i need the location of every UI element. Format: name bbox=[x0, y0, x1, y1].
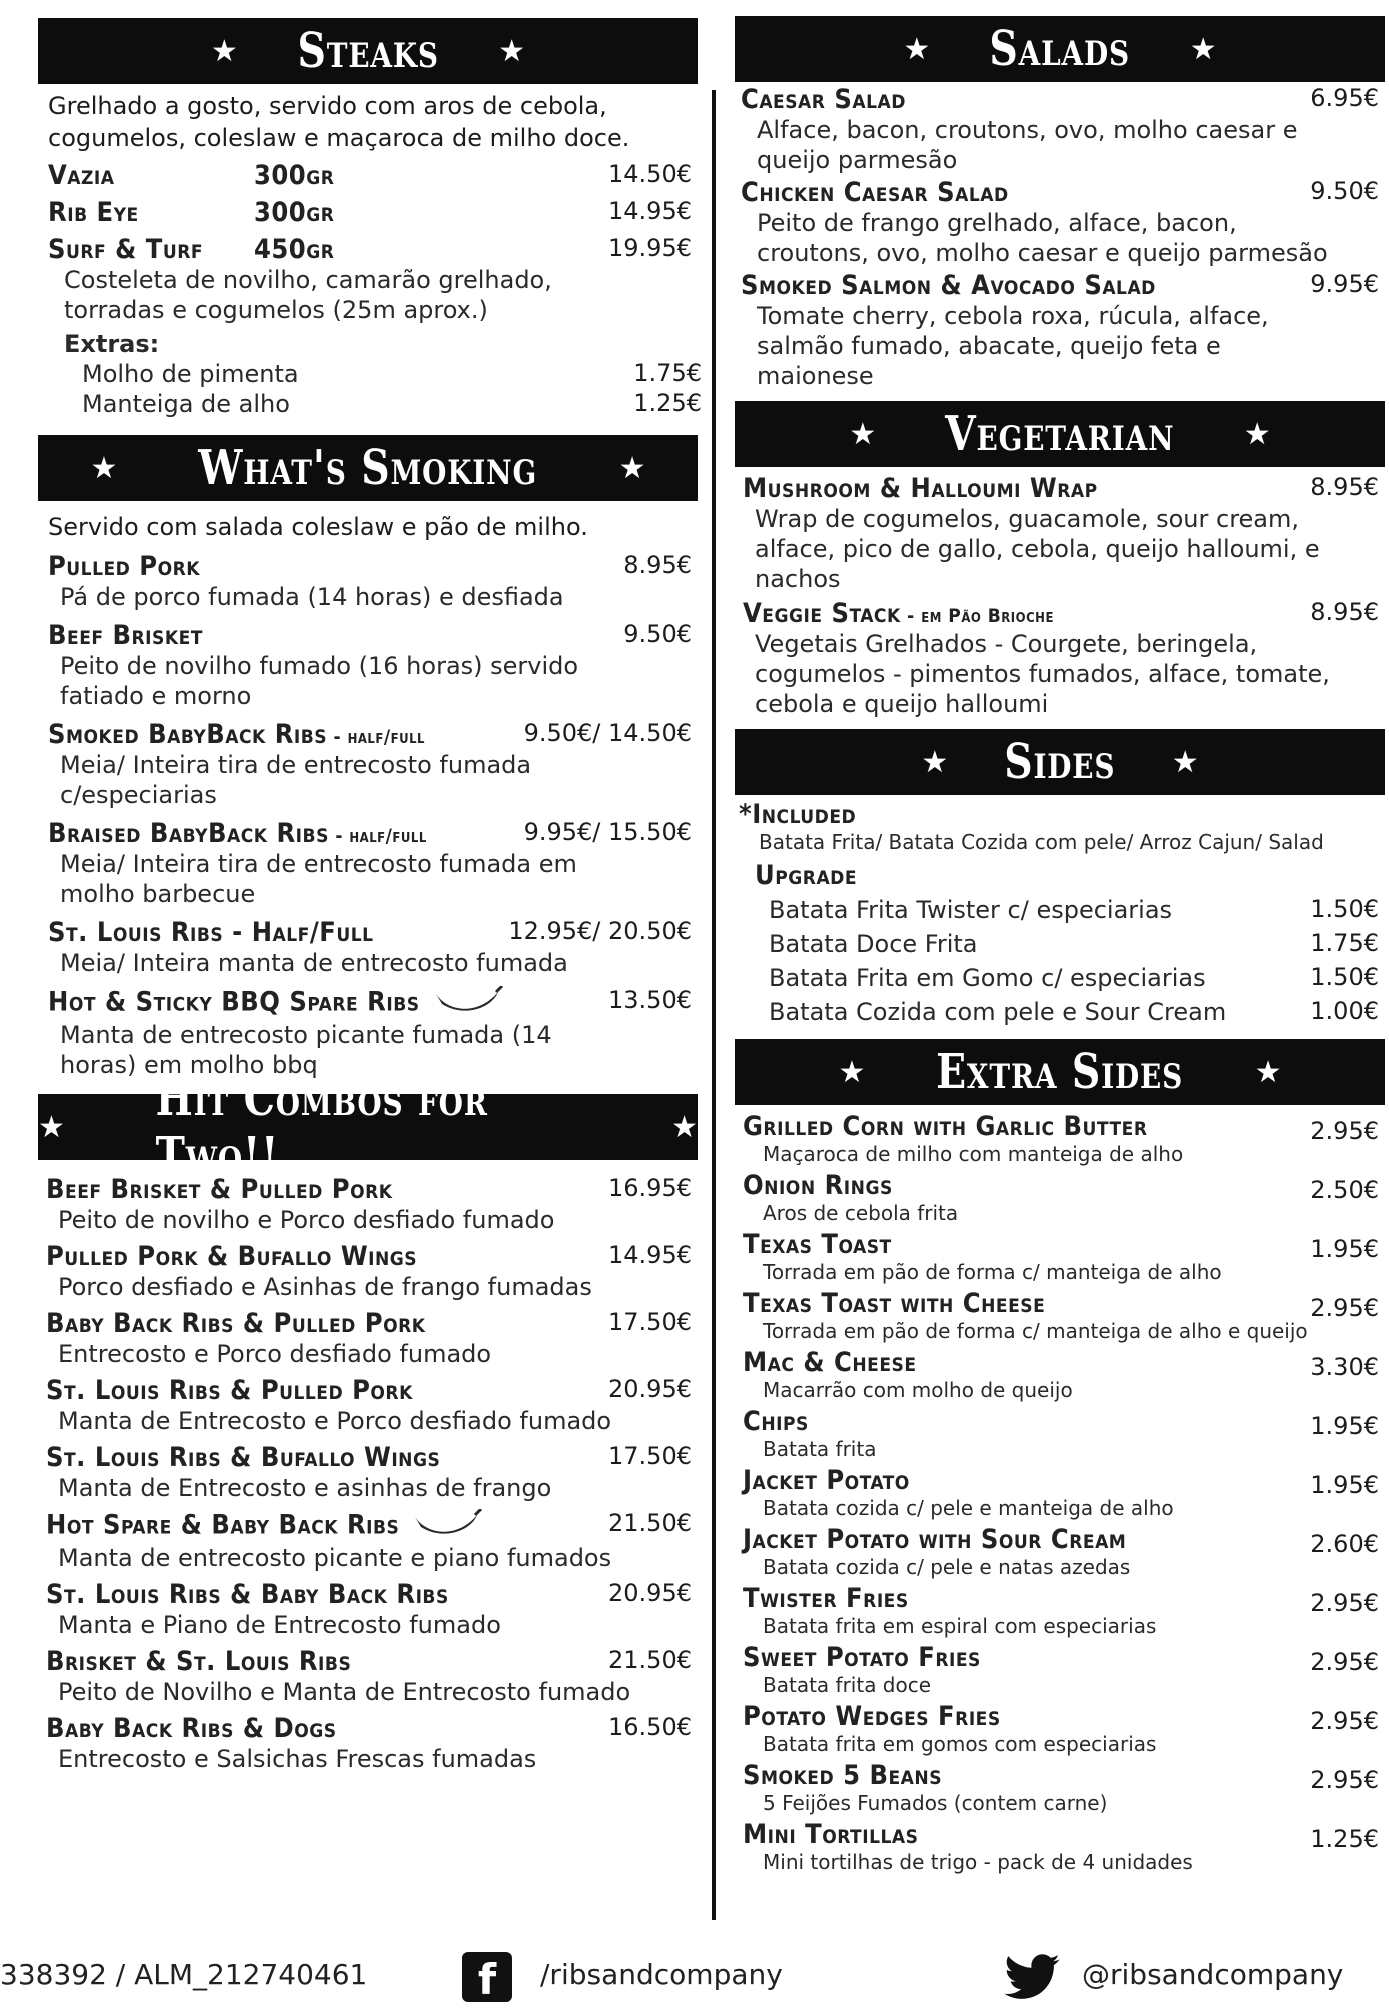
twitter-icon[interactable] bbox=[1004, 1954, 1060, 2000]
extra-price: 1.25€ bbox=[633, 389, 702, 417]
upgrade-item bbox=[769, 929, 1385, 959]
item-description: Batata frita em espiral com especiarias bbox=[763, 1614, 1157, 1638]
extra-item bbox=[64, 389, 702, 419]
item-description: Manta de entrecosto picante fumada (14 horas) em molho bbq bbox=[60, 1021, 552, 1079]
item-name bbox=[743, 1170, 1385, 1201]
item-price: 2.95€ bbox=[1310, 1766, 1379, 1794]
extra-name: Manteiga de alho bbox=[82, 390, 290, 418]
item-description: Manta de Entrecosto e Porco desfiado fumado bbox=[58, 1407, 612, 1435]
menu-item bbox=[743, 1465, 1385, 1520]
menu-item bbox=[46, 1308, 698, 1369]
footer bbox=[0, 1952, 1389, 2008]
item-description: Peito de novilho fumado (16 horas) servido fatiado e morno bbox=[60, 652, 579, 710]
item-description: Batata cozida c/ pele e manteiga de alho bbox=[763, 1496, 1174, 1520]
menu-item bbox=[48, 719, 698, 810]
item-description: Peito de Novilho e Manta de Entrecosto fumado bbox=[58, 1678, 631, 1706]
star-icon: ★ bbox=[498, 33, 526, 69]
menu-item bbox=[46, 1646, 698, 1707]
item-price: 1.95€ bbox=[1310, 1412, 1379, 1440]
item-description: Manta de Entrecosto e asinhas de frango bbox=[58, 1474, 552, 1502]
vegetarian-header bbox=[735, 401, 1385, 467]
menu-item bbox=[46, 1713, 698, 1774]
item-name bbox=[46, 1375, 698, 1406]
smoking-section bbox=[38, 501, 698, 1080]
item-name-text: Caesar Salad bbox=[741, 84, 906, 115]
item-price: 6.95€ bbox=[1310, 84, 1379, 112]
item-name bbox=[48, 551, 698, 582]
menu-item bbox=[743, 1406, 1385, 1461]
menu-item bbox=[46, 1375, 698, 1436]
extras-label: Extras: bbox=[64, 330, 160, 358]
item-description: Batata cozida c/ pele e natas azedas bbox=[763, 1555, 1131, 1579]
item-price: 8.95€ bbox=[1310, 473, 1379, 501]
star-icon: ★ bbox=[921, 744, 949, 780]
facebook-icon[interactable]: f bbox=[462, 1952, 512, 2002]
upgrade-item bbox=[769, 963, 1385, 993]
menu-item bbox=[743, 1229, 1385, 1284]
item-tag: - half/full bbox=[327, 726, 426, 748]
item-name-text: St. Louis Ribs - Half/Full bbox=[48, 917, 374, 948]
item-name-text: Beef Brisket bbox=[48, 620, 203, 651]
menu-item bbox=[743, 598, 1385, 719]
item-name-text: Hot & Sticky BBQ Spare Ribs bbox=[48, 986, 420, 1018]
item-name bbox=[743, 1701, 1385, 1732]
upgrade-name: Batata Doce Frita bbox=[769, 930, 978, 958]
steaks-list bbox=[48, 160, 698, 325]
upgrade-label: Upgrade bbox=[755, 860, 858, 891]
item-name-text: Grilled Corn with Garlic Butter bbox=[743, 1111, 1148, 1142]
item-description: 5 Feijões Fumados (contem carne) bbox=[763, 1791, 1108, 1815]
item-price: 17.50€ bbox=[608, 1442, 692, 1470]
steaks-intro: Grelhado a gosto, servido com aros de cebola, cogumelos, coleslaw e maçaroca de milho doce. bbox=[48, 92, 630, 152]
menu-item bbox=[743, 1819, 1385, 1874]
facebook-handle[interactable]: /ribsandcompany bbox=[540, 1958, 783, 1991]
item-description: Entrecosto e Salsichas Frescas fumadas bbox=[58, 1745, 537, 1773]
item-name bbox=[743, 1465, 1385, 1496]
item-price: 14.95€ bbox=[608, 197, 692, 225]
item-description: Meia/ Inteira tira de entrecosto fumada em molho barbecue bbox=[60, 850, 577, 908]
item-name-text: Smoked BabyBack Ribs bbox=[48, 719, 328, 750]
menu-item bbox=[48, 986, 698, 1080]
item-description: Batata frita em gomos com especiarias bbox=[763, 1732, 1157, 1756]
menu-item bbox=[48, 917, 698, 978]
item-name-text: Mac & Cheese bbox=[743, 1347, 917, 1378]
combos-header bbox=[38, 1071, 698, 1183]
item-description: Meia/ Inteira manta de entrecosto fumada bbox=[60, 949, 568, 977]
item-price: 16.50€ bbox=[608, 1713, 692, 1741]
upgrade-price: 1.50€ bbox=[1310, 963, 1379, 991]
item-name-text: Baby Back Ribs & Dogs bbox=[46, 1713, 337, 1744]
extras-list bbox=[64, 359, 702, 419]
item-name bbox=[46, 1713, 698, 1744]
item-price: 9.50€ bbox=[1310, 177, 1379, 205]
item-name bbox=[743, 1288, 1385, 1319]
item-description: Tomate cherry, cebola roxa, rúcula, alface, salmão fumado, abacate, queijo feta e maionese bbox=[757, 302, 1269, 390]
item-price: 17.50€ bbox=[608, 1308, 692, 1336]
item-price: 9.50€ bbox=[623, 620, 692, 648]
menu-item bbox=[48, 234, 698, 325]
salads-section bbox=[735, 84, 1385, 391]
menu-item bbox=[48, 197, 698, 228]
item-name bbox=[46, 1509, 698, 1543]
item-price: 12.95€/ 20.50€ bbox=[508, 917, 692, 945]
item-price: 9.50€/ 14.50€ bbox=[523, 719, 692, 747]
item-name bbox=[48, 197, 698, 228]
item-name bbox=[743, 473, 1385, 504]
item-description: Meia/ Inteira tira de entrecosto fumada c/especiarias bbox=[60, 751, 532, 809]
menu-item bbox=[48, 160, 698, 191]
vegetarian-title: Vegetarian bbox=[945, 406, 1175, 462]
upgrade-item bbox=[769, 997, 1385, 1027]
combos-list bbox=[46, 1174, 698, 1774]
item-description: Entrecosto e Porco desfiado fumado bbox=[58, 1340, 492, 1368]
item-name-text: Chicken Caesar Salad bbox=[741, 177, 1009, 208]
item-description: Costeleta de novilho, camarão grelhado, torradas e cogumelos (25m aprox.) bbox=[64, 266, 552, 324]
item-name-text: Veggie Stack bbox=[743, 598, 901, 629]
menu-item bbox=[48, 620, 698, 711]
item-price: 19.95€ bbox=[608, 234, 692, 262]
item-price: 13.50€ bbox=[608, 986, 692, 1014]
smoking-header bbox=[38, 435, 698, 501]
star-icon: ★ bbox=[1254, 1054, 1282, 1090]
item-name-text: Braised BabyBack Ribs bbox=[48, 818, 329, 849]
upgrade-list bbox=[769, 895, 1385, 1027]
item-description: Maçaroca de milho com manteiga de alho bbox=[763, 1142, 1184, 1166]
left-column bbox=[38, 0, 702, 1774]
item-name bbox=[743, 1583, 1385, 1614]
extra-sides-list bbox=[743, 1111, 1385, 1874]
item-name-text: St. Louis Ribs & Baby Back Ribs bbox=[46, 1579, 449, 1610]
item-name bbox=[741, 84, 1385, 115]
star-icon: ★ bbox=[618, 450, 646, 486]
menu-item bbox=[48, 818, 698, 909]
item-name-text: Rib Eye bbox=[48, 197, 139, 228]
menu-item bbox=[743, 1642, 1385, 1697]
item-price: 2.95€ bbox=[1310, 1648, 1379, 1676]
star-icon: ★ bbox=[210, 33, 238, 69]
item-name-text: Hot Spare & Baby Back Ribs bbox=[46, 1509, 400, 1541]
menu-item bbox=[46, 1579, 698, 1640]
item-name-text: Jacket Potato bbox=[743, 1465, 910, 1496]
item-name bbox=[46, 1442, 698, 1473]
item-weight: 450gr bbox=[254, 234, 335, 265]
item-price: 9.95€ bbox=[1310, 270, 1379, 298]
item-price: 20.95€ bbox=[608, 1375, 692, 1403]
item-tag: - half/full bbox=[328, 825, 427, 847]
star-icon: ★ bbox=[671, 1109, 698, 1145]
extra-sides-section bbox=[735, 1105, 1385, 1874]
menu-item bbox=[743, 1760, 1385, 1815]
column-divider bbox=[712, 90, 716, 1920]
combos-section bbox=[38, 1160, 698, 1774]
item-name bbox=[741, 177, 1385, 208]
item-price: 2.95€ bbox=[1310, 1294, 1379, 1322]
steaks-header bbox=[38, 18, 698, 84]
item-description: Porco desfiado e Asinhas de frango fumadas bbox=[58, 1273, 592, 1301]
chili-pepper-icon bbox=[413, 1509, 483, 1543]
upgrade-item bbox=[769, 895, 1385, 925]
item-name-text: Pulled Pork & Bufallo Wings bbox=[46, 1241, 418, 1272]
item-name-text: Mushroom & Halloumi Wrap bbox=[743, 473, 1098, 504]
item-name-text: Brisket & St. Louis Ribs bbox=[46, 1646, 352, 1677]
sides-header bbox=[735, 729, 1385, 795]
item-description: Torrada em pão de forma c/ manteiga de alho bbox=[763, 1260, 1222, 1284]
item-name bbox=[743, 1760, 1385, 1791]
item-name bbox=[743, 598, 1385, 629]
item-name-text: Sweet Potato Fries bbox=[743, 1642, 981, 1673]
item-name bbox=[48, 160, 698, 191]
extra-sides-title: Extra Sides bbox=[936, 1044, 1184, 1100]
item-name-text: Potato Wedges Fries bbox=[743, 1701, 1001, 1732]
item-name bbox=[46, 1579, 698, 1610]
item-tag: - em Pão Brioche bbox=[900, 605, 1054, 627]
smoking-intro: Servido com salada coleslaw e pão de milho. bbox=[48, 513, 588, 541]
item-name bbox=[743, 1111, 1385, 1142]
menu-item bbox=[743, 1524, 1385, 1579]
item-price: 1.95€ bbox=[1310, 1471, 1379, 1499]
vegetarian-section bbox=[735, 467, 1385, 719]
item-weight: 300gr bbox=[254, 197, 335, 228]
item-price: 2.95€ bbox=[1310, 1707, 1379, 1735]
item-name-text: St. Louis Ribs & Bufallo Wings bbox=[46, 1442, 441, 1473]
item-description: Mini tortilhas de trigo - pack de 4 unidades bbox=[763, 1850, 1193, 1874]
upgrade-name: Batata Frita Twister c/ especiarias bbox=[769, 896, 1173, 924]
item-description: Alface, bacon, croutons, ovo, molho caesar e queijo parmesão bbox=[757, 116, 1298, 174]
item-description: Torrada em pão de forma c/ manteiga de alho e queijo bbox=[763, 1319, 1308, 1343]
item-name-text: Surf & Turf bbox=[48, 234, 204, 265]
item-name bbox=[743, 1642, 1385, 1673]
item-name-text: Beef Brisket & Pulled Pork bbox=[46, 1174, 393, 1205]
item-price: 21.50€ bbox=[608, 1509, 692, 1537]
right-column bbox=[735, 0, 1385, 1874]
item-description: Pá de porco fumada (14 horas) e desfiada bbox=[60, 583, 564, 611]
menu-item bbox=[743, 473, 1385, 594]
extra-item bbox=[64, 359, 702, 389]
twitter-handle[interactable]: @ribsandcompany bbox=[1082, 1958, 1344, 1991]
menu-item bbox=[46, 1174, 698, 1235]
smoking-list bbox=[48, 551, 698, 1080]
menu-item bbox=[743, 1111, 1385, 1166]
steaks-title: Steaks bbox=[297, 23, 439, 79]
star-icon: ★ bbox=[38, 1109, 65, 1145]
item-name bbox=[741, 270, 1385, 301]
item-price: 8.95€ bbox=[1310, 598, 1379, 626]
upgrade-price: 1.50€ bbox=[1310, 895, 1379, 923]
star-icon: ★ bbox=[849, 416, 877, 452]
menu-item bbox=[741, 270, 1385, 391]
sides-title: Sides bbox=[1004, 734, 1116, 790]
star-icon: ★ bbox=[1171, 744, 1199, 780]
item-price: 14.50€ bbox=[608, 160, 692, 188]
item-name-text: Smoked 5 Beans bbox=[743, 1760, 942, 1791]
extra-price: 1.75€ bbox=[633, 359, 702, 387]
item-name-text: Pulled Pork bbox=[48, 551, 201, 582]
upgrade-name: Batata Frita em Gomo c/ especiarias bbox=[769, 964, 1206, 992]
menu-item bbox=[743, 1347, 1385, 1402]
item-name-text: Jacket Potato with Sour Cream bbox=[743, 1524, 1127, 1555]
item-name-text: Texas Toast with Cheese bbox=[743, 1288, 1046, 1319]
item-name-text: Onion Rings bbox=[743, 1170, 893, 1201]
item-name bbox=[46, 1308, 698, 1339]
item-name bbox=[743, 1406, 1385, 1437]
item-name-text: Twister Fries bbox=[743, 1583, 909, 1614]
item-name-text: Vazia bbox=[48, 160, 115, 191]
vegetarian-list bbox=[743, 473, 1385, 719]
item-description: Wrap de cogumelos, guacamole, sour cream, alface, pico de gallo, cebola, queijo halloumi, e nachos bbox=[755, 505, 1320, 593]
item-name bbox=[46, 1646, 698, 1677]
item-name bbox=[48, 234, 698, 265]
item-price: 8.95€ bbox=[623, 551, 692, 579]
extra-name: Molho de pimenta bbox=[82, 360, 299, 388]
item-name-text: Chips bbox=[743, 1406, 809, 1437]
item-price: 1.95€ bbox=[1310, 1235, 1379, 1263]
item-name bbox=[46, 1241, 698, 1272]
item-name bbox=[743, 1347, 1385, 1378]
item-weight: 300gr bbox=[254, 160, 335, 191]
upgrade-name: Batata Cozida com pele e Sour Cream bbox=[769, 998, 1227, 1026]
menu-item bbox=[48, 551, 698, 612]
menu-item bbox=[46, 1442, 698, 1503]
item-description: Peito de frango grelhado, alface, bacon, croutons, ovo, molho caesar e queijo parmesão bbox=[757, 209, 1328, 267]
item-price: 3.30€ bbox=[1310, 1353, 1379, 1381]
item-price: 2.60€ bbox=[1310, 1530, 1379, 1558]
item-name-text: Texas Toast bbox=[743, 1229, 892, 1260]
item-price: 2.50€ bbox=[1310, 1176, 1379, 1204]
extra-sides-header bbox=[735, 1039, 1385, 1105]
star-icon: ★ bbox=[903, 31, 931, 67]
combos-title: Hit Combos for Two!! bbox=[155, 1071, 488, 1183]
item-description: Peito de novilho e Porco desfiado fumado bbox=[58, 1206, 555, 1234]
item-name-text: Mini Tortillas bbox=[743, 1819, 919, 1850]
steaks-section bbox=[38, 84, 702, 419]
item-price: 16.95€ bbox=[608, 1174, 692, 1202]
item-description: Batata frita doce bbox=[763, 1673, 932, 1697]
item-name bbox=[48, 620, 698, 651]
upgrade-price: 1.00€ bbox=[1310, 997, 1379, 1025]
star-icon: ★ bbox=[90, 450, 118, 486]
star-icon: ★ bbox=[838, 1054, 866, 1090]
menu-item bbox=[743, 1170, 1385, 1225]
star-icon: ★ bbox=[1243, 416, 1271, 452]
item-name-text: Baby Back Ribs & Pulled Pork bbox=[46, 1308, 426, 1339]
item-name bbox=[743, 1229, 1385, 1260]
item-name bbox=[48, 986, 698, 1020]
item-name bbox=[743, 1524, 1385, 1555]
chili-pepper-icon bbox=[434, 986, 504, 1020]
item-description: Macarrão com molho de queijo bbox=[763, 1378, 1073, 1402]
sides-section bbox=[735, 795, 1385, 1027]
star-icon: ★ bbox=[1189, 31, 1217, 67]
item-description: Aros de cebola frita bbox=[763, 1201, 959, 1225]
footer-phone: 338392 / ALM_212740461 bbox=[0, 1958, 368, 1991]
menu-item bbox=[46, 1509, 698, 1573]
salads-title: Salads bbox=[989, 21, 1131, 77]
item-price: 20.95€ bbox=[608, 1579, 692, 1607]
menu-item bbox=[741, 177, 1385, 268]
upgrade-price: 1.75€ bbox=[1310, 929, 1379, 957]
smoking-title: What's Smoking bbox=[198, 440, 538, 496]
item-name-text: St. Louis Ribs & Pulled Pork bbox=[46, 1375, 413, 1406]
item-price: 9.95€/ 15.50€ bbox=[523, 818, 692, 846]
salads-header bbox=[735, 16, 1385, 82]
menu-item bbox=[743, 1701, 1385, 1756]
menu-item bbox=[743, 1288, 1385, 1343]
item-price: 1.25€ bbox=[1310, 1825, 1379, 1853]
menu-item bbox=[743, 1583, 1385, 1638]
item-price: 2.95€ bbox=[1310, 1117, 1379, 1145]
item-price: 21.50€ bbox=[608, 1646, 692, 1674]
item-name-text: Smoked Salmon & Avocado Salad bbox=[741, 270, 1156, 301]
salads-list bbox=[741, 84, 1385, 391]
included-label: *Included bbox=[739, 799, 857, 830]
included-text: Batata Frita/ Batata Cozida com pele/ Arroz Cajun/ Salad bbox=[759, 830, 1324, 854]
item-description: Manta de entrecosto picante e piano fumados bbox=[58, 1544, 612, 1572]
item-price: 2.95€ bbox=[1310, 1589, 1379, 1617]
item-description: Batata frita bbox=[763, 1437, 877, 1461]
item-description: Vegetais Grelhados - Courgete, beringela, cogumelos - pimentos fumados, alface, tomate, cebola e queijo halloumi bbox=[755, 630, 1330, 718]
item-description: Manta e Piano de Entrecosto fumado bbox=[58, 1611, 501, 1639]
menu-item bbox=[46, 1241, 698, 1302]
item-name bbox=[743, 1819, 1385, 1850]
menu-item bbox=[741, 84, 1385, 175]
item-name bbox=[46, 1174, 698, 1205]
item-price: 14.95€ bbox=[608, 1241, 692, 1269]
